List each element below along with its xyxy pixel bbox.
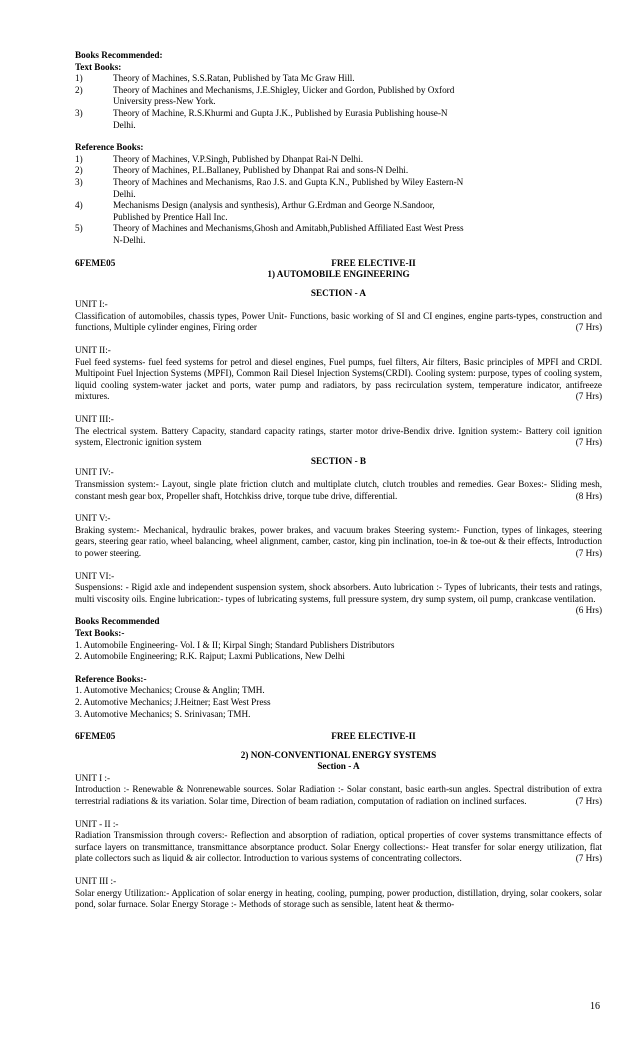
- list-item: [75, 73, 602, 85]
- course-code: 6FEME05: [75, 257, 116, 268]
- list-item: 2. Automobile Engineering; R.K. Rajput; Laxmi Publications, New Delhi: [75, 651, 345, 662]
- list-item: 3. Automotive Mechanics; S. Srinivasan; TMH.: [75, 708, 251, 719]
- list-item: 2. Automotive Mechanics; J.Heitner; East West Press: [75, 696, 271, 707]
- item-number: 2): [75, 84, 83, 95]
- subject-title: 2) NON-CONVENTIONAL ENERGY SYSTEMS: [240, 749, 437, 760]
- list-item-continuation: [75, 212, 602, 224]
- unit-text: The electrical system. Battery Capacity, standard capacity ratings, starter motor drive-Bendix drive. Ignition system:- Battery coil ignition system, Electronic ignition system (7 Hrs): [75, 425, 602, 448]
- unit-heading: UNIT VI:-: [75, 570, 115, 581]
- books-heading: Books Recommended: [75, 616, 160, 627]
- unit-hours: (6 Hrs): [575, 605, 602, 616]
- unit-text: Braking system:- Mechanical, hydraulic brakes, power brakes, and vacuum brakes Steering system:- Function, types of linkages, steering gears, steering gear ratio, wheel balancing, wheel alignment, camber, castor, king pin inclination, toe-in & toe-out & their effects, Introduction to power steering. (7 Hrs): [75, 524, 602, 558]
- list-item-continuation: [75, 120, 602, 132]
- unit-text: Transmission system:- Layout, single plate friction clutch and multiplate clutch, clutch troubles and remedies. Gear Boxes:- Sliding mesh, constant mesh gear box, Propeller shaft, Hotchkiss drive, torque tube drive, differential. (8 Hrs): [75, 479, 602, 501]
- unit-hours: (7 Hrs): [575, 547, 602, 558]
- list-item: [75, 165, 602, 177]
- item-text: Theory of Machines and Mechanisms, J.E.Shigley, Uicker and Gordon, Published by Oxford: [113, 84, 455, 95]
- item-number: 2): [75, 165, 83, 176]
- list-item-continuation: [75, 189, 602, 201]
- unit-heading: UNIT - II :-: [75, 818, 119, 829]
- elective-title: FREE ELECTIVE-II: [331, 257, 416, 268]
- text-books-label: Text Books:: [75, 61, 122, 72]
- unit-heading: UNIT I:-: [75, 299, 108, 310]
- item-number: 3): [75, 176, 83, 187]
- list-item-continuation: [75, 235, 602, 247]
- unit-heading: UNIT III:-: [75, 414, 114, 425]
- course-header: [75, 731, 602, 743]
- unit-text: Suspensions: - Rigid axle and independent suspension system, shock absorbers. Auto lubrication :- Types of lubricants, their tests and ratings, multi viscosity oils. Engine lubrication:- types of lubricating systems, full pressure system, dry sump system, oil pump, crankcase ventilation. (6 Hrs): [75, 582, 602, 616]
- item-text: Theory of Machines, V.P.Singh, Published by Dhanpat Rai-N Delhi.: [113, 153, 363, 164]
- section-heading: SECTION - A: [310, 287, 367, 298]
- item-text: Delhi.: [113, 119, 136, 130]
- item-number: 5): [75, 223, 83, 234]
- unit-text: Solar energy Utilization:- Application of solar energy in heating, cooling, pumping, power production, distillation, drying, solar cookers, solar pond, solar furnace. Solar Energy Storage :- Methods of storage such as sensible, latent heat & thermo-: [75, 887, 602, 910]
- unit-text: Fuel feed systems- fuel feed systems for petrol and diesel engines, Fuel pumps, fuel filters, Air filters, Basic principles of MPFI and CRDI. Multipoint Fuel Injection Systems (MPFI), Common Rail Diesel Injection Systems(CRDI). Cooling system: purpose, types of cooling system, liquid cooling system-water jacket and ports, water pump and radiators, by pass recirculation system, temperature indicator, antifreeze mixtures. (7 Hrs): [75, 356, 602, 402]
- list-item: 1. Automobile Engineering- Vol. I & II; Kirpal Singh; Standard Publishers Distributors: [75, 639, 395, 650]
- list-item: 1. Automotive Mechanics; Crouse & Anglin; TMH.: [75, 685, 265, 696]
- item-text: Theory of Machines and Mechanisms, Rao J.S. and Gupta K.N., Published by Wiley Eastern-N: [113, 176, 464, 187]
- list-item: [75, 154, 602, 166]
- unit-hours: (7 Hrs): [575, 796, 602, 807]
- list-item: [75, 223, 602, 235]
- subject-title: 1) AUTOMOBILE ENGINEERING: [267, 269, 410, 280]
- unit-text: Introduction :- Renewable & Nonrenewable sources. Solar Radiation :- Solar constant, basic earth-sun angles. Spectral distribution of extra terrestrial radiations & its variation. Solar time, Direction of beam radiation, computation of radiation on inclined surfaces. (7 Hrs): [75, 784, 602, 807]
- unit-hours: (8 Hrs): [575, 490, 602, 501]
- item-text: Theory of Machine, R.S.Khurmi and Gupta J.K., Published by Eurasia Publishing house-N: [113, 107, 448, 118]
- reference-books-list: [75, 154, 602, 247]
- list-item: [75, 108, 602, 120]
- item-number: 4): [75, 200, 83, 211]
- unit-heading: UNIT II:-: [75, 345, 111, 356]
- section-heading: Section - A: [317, 761, 360, 772]
- unit-hours: (7 Hrs): [575, 322, 602, 333]
- unit-hours: (7 Hrs): [575, 437, 602, 448]
- unit-heading: UNIT I :-: [75, 772, 111, 783]
- books-heading: Books Recommended:: [75, 50, 163, 60]
- unit-heading: UNIT V:-: [75, 513, 111, 524]
- list-item: [75, 200, 602, 212]
- item-text: Mechanisms Design (analysis and synthesis), Arthur G.Erdman and George N.Sandoor,: [113, 200, 435, 211]
- list-item: [75, 177, 602, 189]
- unit-hours: (7 Hrs): [575, 853, 602, 864]
- item-number: 1): [75, 73, 83, 84]
- reference-books-label: Reference Books:-: [75, 673, 147, 684]
- elective-title: FREE ELECTIVE-II: [331, 731, 416, 742]
- unit-text: Radiation Transmission through covers:- Reflection and absorption of radiation, optical properties of cover systems transmittance effects of surface layers on transmittance, transmittance absorptance product. Solar Energy collections:- Heat transfer for solar energy utilization, flat plate collectors such as liquid & air collector. Introduction to various systems of concentrating collectors. (7 Hrs): [75, 830, 602, 864]
- unit-text: Classification of automobiles, chassis types, Power Unit- Functions, basic working of SI and CI engines, engine parts-types, construction and functions, Multiple cylinder engines, Firing order (7 Hrs): [75, 310, 602, 333]
- text-books-label: Text Books:-: [75, 627, 125, 638]
- reference-books-label: Reference Books:: [75, 142, 144, 153]
- list-item: [75, 85, 602, 97]
- item-text: N-Delhi.: [113, 234, 146, 245]
- item-text: Theory of Machines and Mechanisms,Ghosh and Amitabh,Published Affiliated East West Press: [113, 223, 464, 234]
- item-number: 1): [75, 153, 83, 164]
- item-text: Published by Prentice Hall Inc.: [113, 211, 228, 222]
- item-number: 3): [75, 107, 83, 118]
- section-heading: SECTION - B: [310, 455, 367, 466]
- unit-hours: (7 Hrs): [575, 391, 602, 402]
- course-code: 6FEME05: [75, 731, 116, 742]
- unit-heading: UNIT IV:-: [75, 467, 114, 478]
- course-header: [75, 258, 602, 270]
- item-text: Theory of Machines, P.L.Ballaney, Published by Dhanpat Rai and sons-N Delhi.: [113, 165, 409, 176]
- item-text: Theory of Machines, S.S.Ratan, Published by Tata Mc Graw Hill.: [113, 73, 355, 84]
- unit-heading: UNIT III :-: [75, 876, 117, 887]
- list-item-continuation: [75, 96, 602, 108]
- document-page: [75, 50, 602, 911]
- page-number: 16: [590, 1001, 600, 1012]
- item-text: Delhi.: [113, 188, 136, 199]
- text-books-list: [75, 73, 602, 131]
- item-text: University press-New York.: [113, 96, 216, 107]
